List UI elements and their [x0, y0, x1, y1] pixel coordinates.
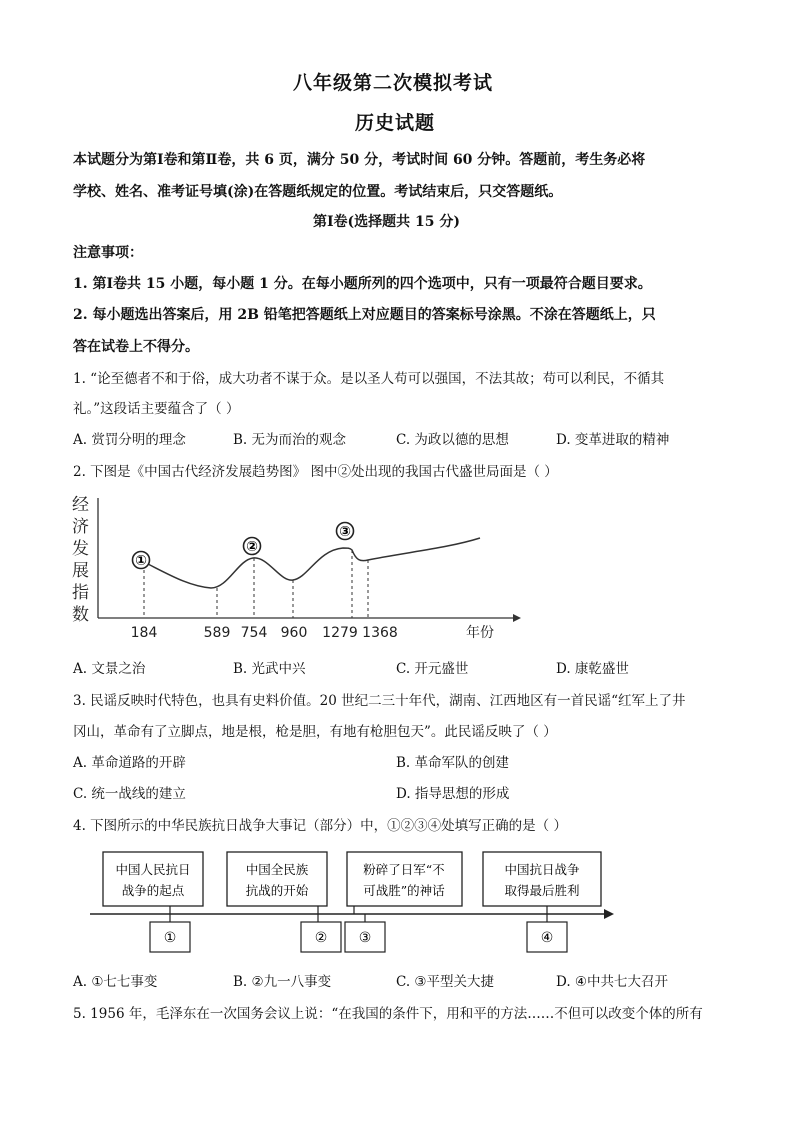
- y-label-char-3: 发: [72, 539, 89, 559]
- marker-2-label: ②: [246, 539, 258, 555]
- timeline-arrow: [604, 909, 614, 919]
- notes-title: 注意事项：: [73, 245, 143, 261]
- war-timeline: [86, 848, 646, 963]
- question-3-stem-line-1: 3. 民谣反映时代特色，也具有史料价值。20 世纪二三十年代，湖南、江西地区有一首民谣“红军上了井: [73, 693, 686, 709]
- event-1-line-2: 战争的起点: [121, 883, 185, 898]
- x-tick-184: 184: [130, 625, 158, 641]
- note-1: 1. 第Ⅰ卷共 15 小题，每小题 1 分。在每小题所列的四个选项中，只有一项最符合题目要求。: [73, 276, 652, 292]
- slot-2-label: ②: [314, 930, 328, 946]
- question-1-stem-line-2: 礼。”这段话主要蕴含了（ ）: [73, 401, 240, 417]
- slot-3: [345, 922, 385, 952]
- economy-trend-chart: [68, 490, 528, 650]
- event-2-line-1: 中国全民族: [245, 862, 309, 877]
- x-tick-960: 960: [280, 625, 308, 641]
- question-3-option-a[interactable]: A. 革命道路的开辟: [73, 755, 186, 771]
- question-1-option-a[interactable]: A. 赏罚分明的理念: [73, 432, 186, 448]
- question-1-option-b[interactable]: B. 无为而治的观念: [233, 432, 347, 448]
- question-3-option-b[interactable]: B. 革命军队的创建: [396, 755, 510, 771]
- event-4-line-1: 中国抗日战争: [504, 862, 580, 877]
- event-1-line-1: 中国人民抗日: [115, 862, 191, 877]
- event-box-2: [227, 852, 327, 906]
- y-axis-label: [72, 495, 89, 625]
- question-2-option-c[interactable]: C. 开元盛世: [396, 661, 469, 677]
- question-2-option-b[interactable]: B. 光武中兴: [233, 661, 306, 677]
- slot-1: [150, 922, 190, 952]
- slot-4: [527, 922, 567, 952]
- instructions-line-1: 本试题分为第Ⅰ卷和第Ⅱ卷，共 6 页，满分 50 分，考试时间 60 分钟。答题前，考生务必将: [73, 152, 646, 168]
- question-2-stem: 2. 下图是《中国古代经济发展趋势图》 图中②处出现的我国古代盛世局面是（ ）: [73, 464, 558, 480]
- question-3-option-c[interactable]: C. 统一战线的建立: [73, 786, 186, 802]
- event-2-line-2: 抗战的开始: [245, 883, 309, 898]
- drop-lines: [144, 550, 368, 618]
- slot-2: [301, 922, 341, 952]
- event-box-3: [347, 852, 462, 906]
- question-4-option-c[interactable]: C. ③平型关大捷: [396, 974, 495, 990]
- x-axis-label: 年份: [466, 625, 494, 641]
- question-5-stem: 5. 1956 年，毛泽东在一次国务会议上说：“在我国的条件下，用和平的方法……不但可以改变个体的所有: [73, 1006, 703, 1022]
- trend-line: [144, 538, 480, 588]
- marker-2: [244, 538, 261, 556]
- x-tick-754: 754: [240, 625, 268, 641]
- slot-3-label: ③: [358, 930, 372, 946]
- question-3-option-d[interactable]: D. 指导思想的形成: [396, 786, 510, 802]
- marker-1-label: ①: [135, 553, 147, 569]
- marker-3-label: ③: [339, 524, 351, 540]
- event-box-1: [103, 852, 203, 906]
- y-label-char-4: 展: [72, 561, 89, 581]
- y-label-char-5: 指: [72, 583, 89, 603]
- note-2-line-2: 答在试卷上不得分。: [73, 339, 199, 355]
- section-title: 第Ⅰ卷(选择题共 15 分): [313, 214, 461, 230]
- note-2-line-1: 2. 每小题选出答案后，用 2B 铅笔把答题纸上对应题目的答案标号涂黑。不涂在答题纸上，只: [73, 307, 656, 323]
- question-4-option-a[interactable]: A. ①七七事变: [73, 974, 158, 990]
- instructions-line-2: 学校、姓名、准考证号填(涂)在答题纸规定的位置。考试结束后，只交答题纸。: [73, 184, 563, 200]
- x-tick-589: 589: [203, 625, 231, 641]
- question-1-stem-line-1: 1. “论至德者不和于俗，成大功者不谋于众。是以圣人苟可以强国，不法其故；苟可以利民，不循其: [73, 371, 665, 387]
- y-label-char-2: 济: [72, 517, 89, 537]
- x-axis-arrow: [513, 614, 521, 622]
- event-4-line-2: 取得最后胜利: [504, 883, 580, 898]
- exam-title: 八年级第二次模拟考试: [293, 72, 494, 94]
- question-4-stem: 4. 下图所示的中华民族抗日战争大事记（部分）中，①②③④处填写正确的是（ ）: [73, 818, 567, 834]
- question-4-option-b[interactable]: B. ②九一八事变: [233, 974, 332, 990]
- question-1-option-c[interactable]: C. 为政以德的思想: [396, 432, 509, 448]
- question-2-option-a[interactable]: A. 文景之治: [73, 661, 146, 677]
- event-3-line-1: 粉碎了日军“不: [363, 862, 445, 877]
- x-tick-1368: 1368: [362, 625, 398, 641]
- question-2-option-d[interactable]: D. 康乾盛世: [556, 661, 629, 677]
- x-tick-1279: 1279: [322, 625, 358, 641]
- y-label-char-1: 经: [72, 495, 89, 515]
- marker-1: [133, 552, 150, 570]
- marker-3: [337, 523, 354, 541]
- slot-1-label: ①: [163, 930, 177, 946]
- y-label-char-6: 数: [72, 605, 89, 625]
- question-3-stem-line-2: 冈山，革命有了立脚点，地是根，枪是胆，有地有枪胆包天”。此民谣反映了（ ）: [73, 724, 557, 740]
- slot-4-label: ④: [540, 930, 554, 946]
- event-3-line-2: 可战胜”的神话: [363, 883, 445, 898]
- subject-title: 历史试题: [355, 112, 436, 134]
- question-1-option-d[interactable]: D. 变革进取的精神: [556, 432, 670, 448]
- question-4-option-d[interactable]: D. ④中共七大召开: [556, 974, 669, 990]
- event-box-4: [483, 852, 601, 906]
